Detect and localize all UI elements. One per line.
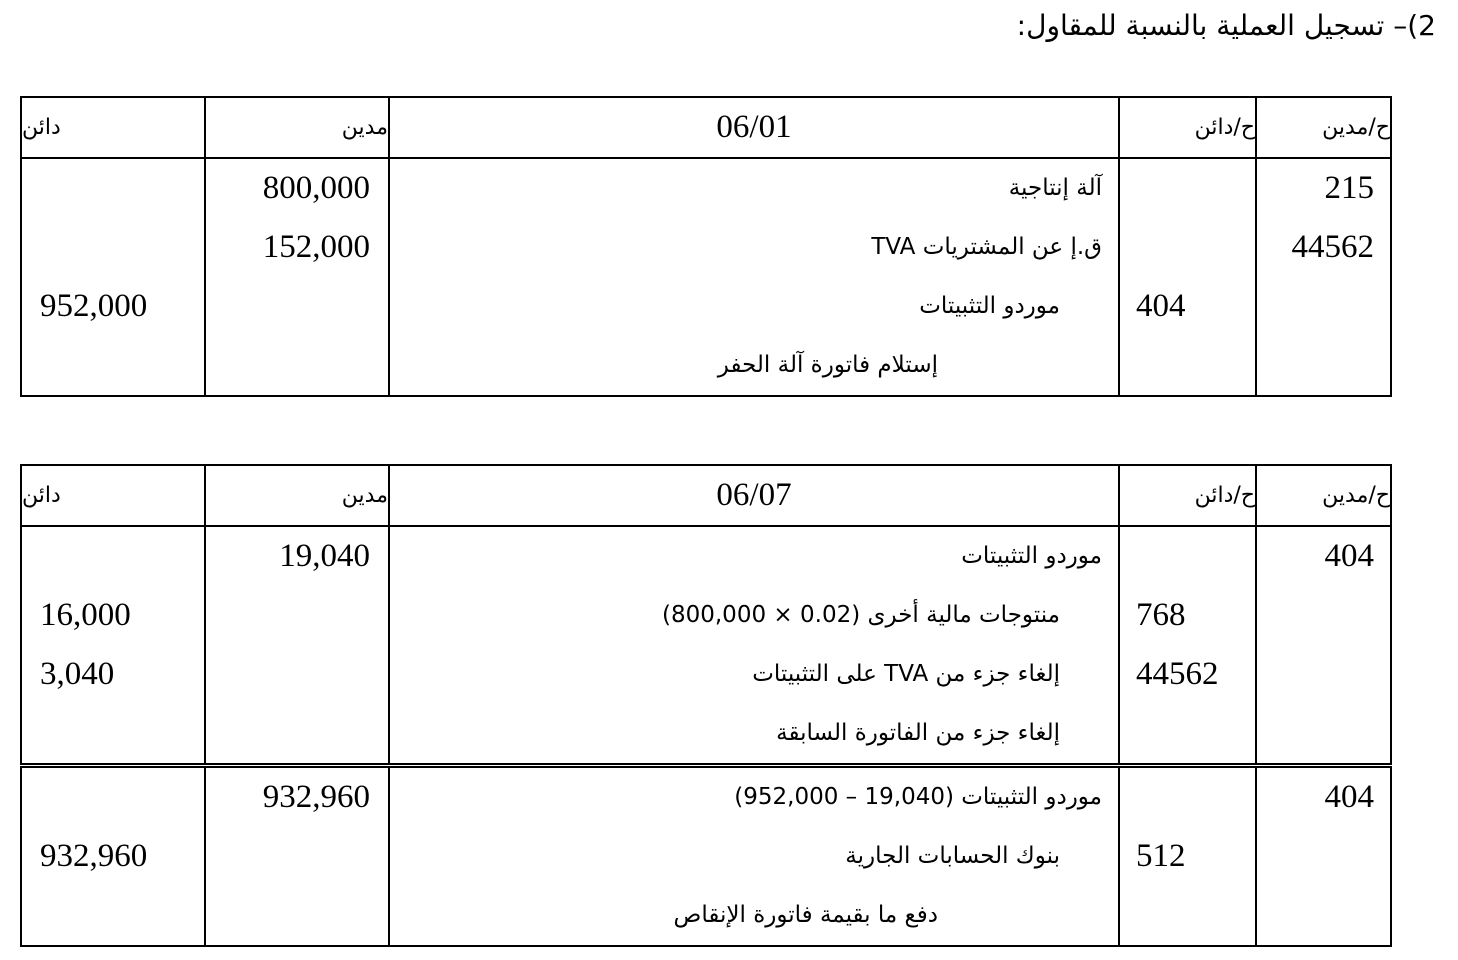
- journal-entry-body: [21, 158, 1391, 396]
- debit-account-number: 44562: [1291, 229, 1374, 265]
- entry-line-credit-account-name: منتوجات مالية أخرى (0.02 × 800,000): [661, 602, 1060, 628]
- entry-line-debit-account-name: موردو التثبيتات (19,040 – 952,000): [734, 784, 1102, 810]
- debit-column-header: مدين: [205, 465, 389, 526]
- journal-entry-body: [21, 526, 1391, 766]
- entry-narration: إستلام فاتورة آلة الحفر: [717, 352, 938, 378]
- credit-column-header: دائن: [21, 97, 205, 158]
- entry-date: 06/07: [389, 465, 1119, 526]
- credit-account-column-header: ح/دائن: [1119, 97, 1256, 158]
- entry-line-credit-account-name: إلغاء جزء من TVA على التثبيتات: [752, 661, 1060, 687]
- debit-amount: 152,000: [262, 229, 370, 265]
- credit-account-number: 404: [1136, 288, 1186, 324]
- credit-account-number: 44562: [1136, 656, 1219, 692]
- credit-column-header: دائن: [21, 465, 205, 526]
- journal-table-2: [20, 464, 1392, 947]
- debit-account-number: 215: [1324, 170, 1374, 206]
- debit-column-header: مدين: [205, 97, 389, 158]
- journal-header-row: [21, 97, 1391, 158]
- credit-amount: 932,960: [40, 838, 148, 874]
- entry-line-credit-account-name: بنوك الحسابات الجارية: [845, 843, 1060, 869]
- entry-line-debit-account-name: موردو التثبيتات: [961, 543, 1102, 569]
- credit-account-number: 768: [1136, 597, 1186, 633]
- debit-amount: 800,000: [262, 170, 370, 206]
- journal-header-row: [21, 465, 1391, 526]
- debit-amount: 932,960: [262, 779, 370, 815]
- journal-entry-body: [21, 766, 1391, 947]
- credit-amount: 16,000: [40, 597, 131, 633]
- credit-amount: 3,040: [40, 656, 115, 692]
- journal-table-1: [20, 96, 1392, 397]
- debit-amount: 19,040: [279, 538, 370, 574]
- debit-account-number: 404: [1324, 538, 1374, 574]
- section-heading: 2)– تسجيل العملية بالنسبة للمقاول:: [1016, 9, 1436, 42]
- debit-account-column-header: ح/مدين: [1256, 97, 1391, 158]
- debit-account-column-header: ح/مدين: [1256, 465, 1391, 526]
- credit-amount: 952,000: [40, 288, 148, 324]
- credit-account-column-header: ح/دائن: [1119, 465, 1256, 526]
- entry-narration: دفع ما بقيمة فاتورة الإنقاص: [673, 902, 938, 928]
- entry-narration: إلغاء جزء من الفاتورة السابقة: [776, 720, 1060, 746]
- credit-account-number: 512: [1136, 838, 1186, 874]
- entry-line-debit-account-name: TVA ق.إ عن المشتريات: [871, 234, 1102, 260]
- entry-line-debit-account-name: آلة إنتاجية: [1008, 175, 1102, 201]
- entry-date: 06/01: [389, 97, 1119, 158]
- entry-line-credit-account-name: موردو التثبيتات: [919, 293, 1060, 319]
- debit-account-number: 404: [1324, 779, 1374, 815]
